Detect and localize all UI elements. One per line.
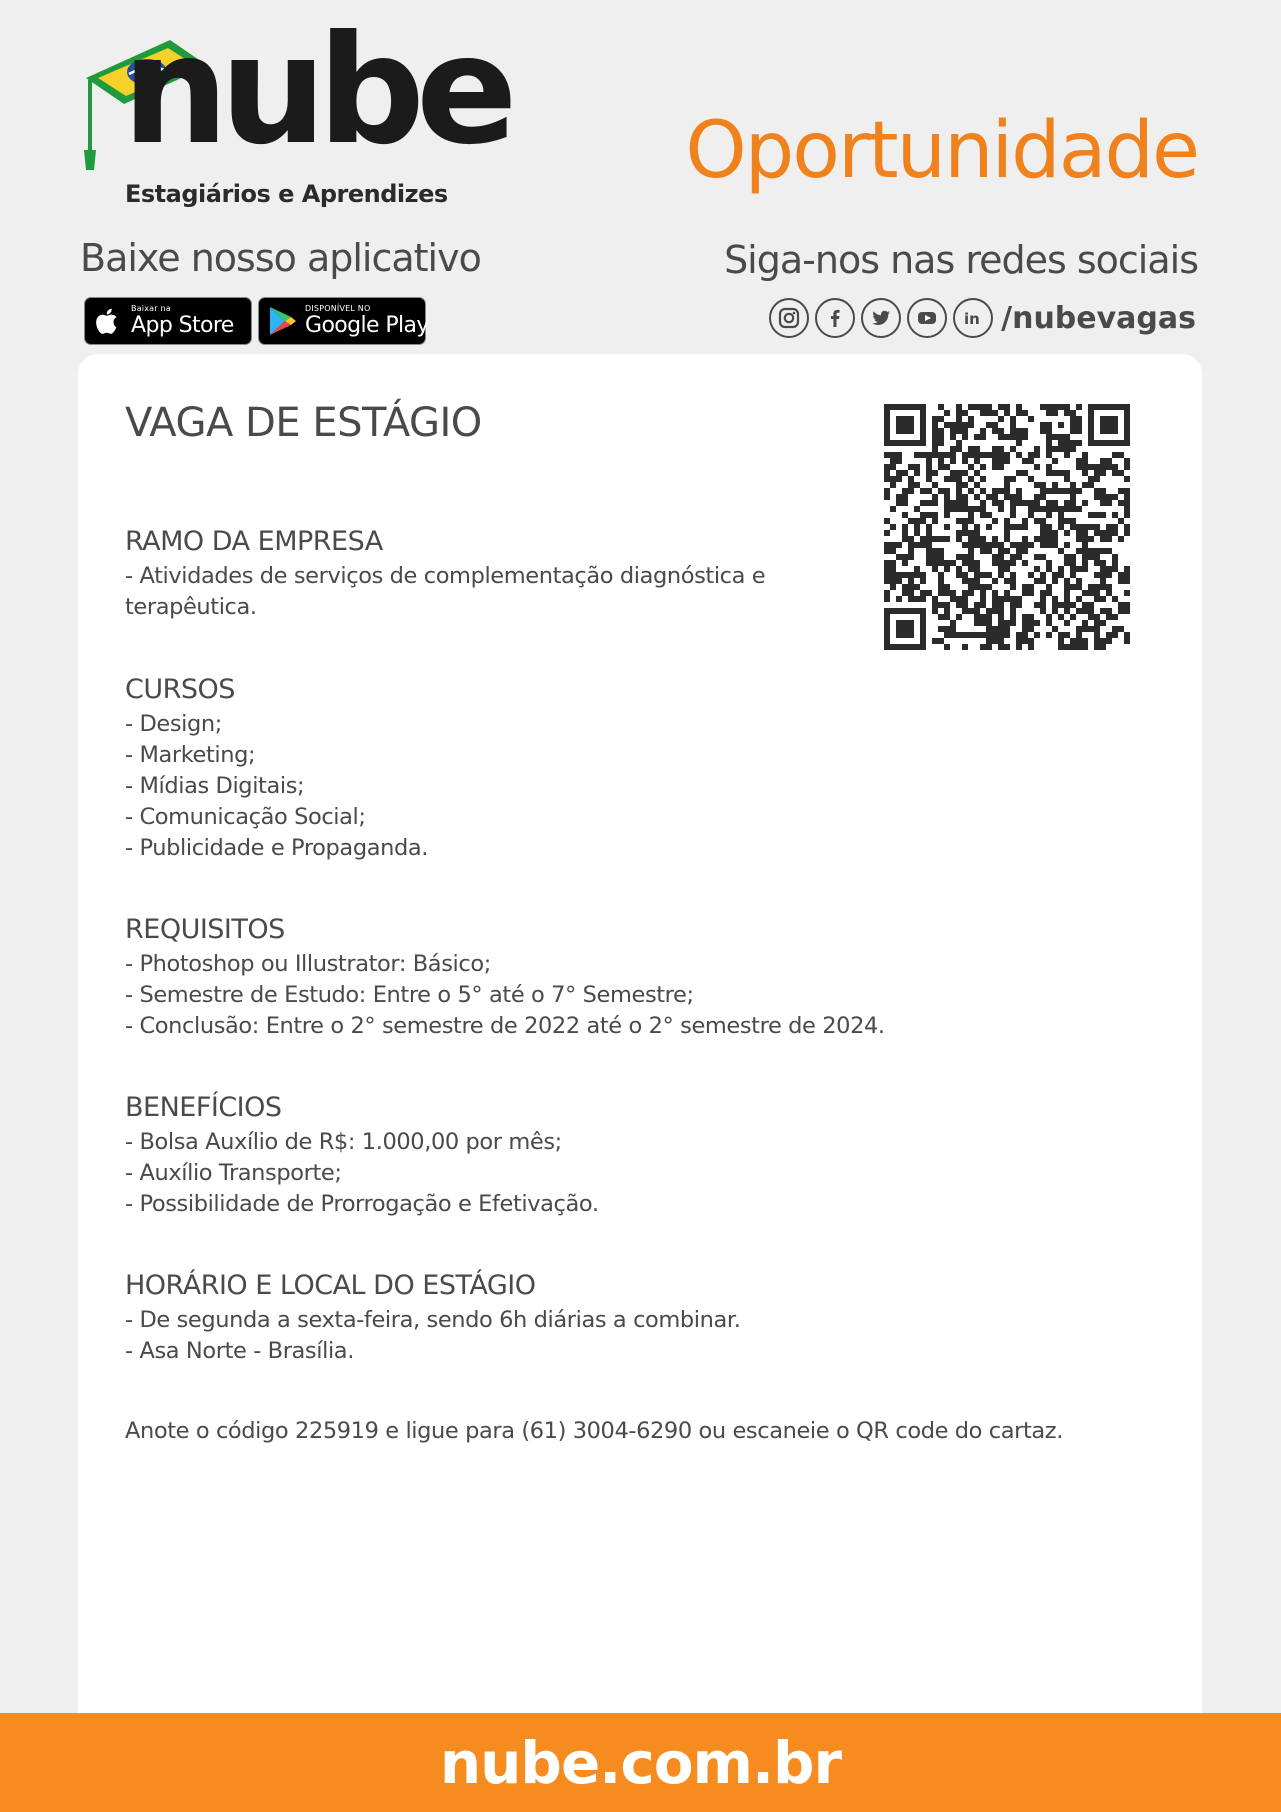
section-line: terapêutica.	[125, 594, 257, 620]
logo-tagline: Estagiários e Aprendizes	[125, 180, 448, 208]
section-line: - Marketing;	[125, 742, 256, 768]
section-line: - Semestre de Estudo: Entre o 5° até o 7° Semestre;	[125, 982, 694, 1008]
google-play-icon	[267, 305, 297, 337]
app-store-small-label: Baixar na	[131, 304, 171, 313]
job-title: VAGA DE ESTÁGIO	[125, 400, 482, 446]
section-line: - Possibilidade de Prorrogação e Efetivação.	[125, 1191, 599, 1217]
section-horario-local	[125, 1270, 740, 1367]
section-cursos	[125, 674, 428, 864]
instagram-icon[interactable]	[769, 298, 809, 338]
section-heading: RAMO DA EMPRESA	[125, 526, 383, 557]
section-heading: HORÁRIO E LOCAL DO ESTÁGIO	[125, 1270, 536, 1301]
google-play-badge[interactable]	[258, 297, 429, 345]
store-badges	[84, 297, 429, 345]
social-handle[interactable]: /nubevagas	[1001, 300, 1196, 336]
section-line: - Bolsa Auxílio de R$: 1.000,00 por mês;	[125, 1129, 562, 1155]
app-store-badge[interactable]	[84, 297, 252, 345]
job-card	[78, 354, 1202, 1714]
nube-logo	[80, 4, 509, 218]
youtube-icon[interactable]	[907, 298, 947, 338]
section-line: - Publicidade e Propaganda.	[125, 835, 428, 861]
section-line: - Mídias Digitais;	[125, 773, 305, 799]
twitter-icon[interactable]	[861, 298, 901, 338]
section-heading: CURSOS	[125, 674, 235, 705]
section-line: - Design;	[125, 711, 222, 737]
section-heading: REQUISITOS	[125, 914, 285, 945]
section-line: - De segunda a sexta-feira, sendo 6h diárias a combinar.	[125, 1307, 741, 1333]
google-play-small-label: DISPONÍVEL NO	[305, 304, 371, 313]
section-ramo	[125, 526, 765, 623]
facebook-icon[interactable]	[815, 298, 855, 338]
app-download-heading: Baixe nosso aplicativo	[80, 236, 481, 280]
footer-bar	[0, 1713, 1281, 1812]
headline: Oportunidade	[685, 106, 1198, 196]
contact-instructions: Anote o código 225919 e ligue para (61) 3004-6290 ou escaneie o QR code do cartaz.	[125, 1418, 1063, 1444]
section-requisitos	[125, 914, 885, 1042]
app-store-label: App Store	[131, 313, 234, 338]
linkedin-icon[interactable]	[953, 298, 993, 338]
section-heading: BENEFÍCIOS	[125, 1092, 282, 1123]
svg-text:in: in	[964, 310, 980, 328]
website-link[interactable]: nube.com.br	[439, 1728, 842, 1797]
qr-code-icon[interactable]	[884, 404, 1130, 650]
social-links	[769, 298, 1196, 338]
section-line: - Conclusão: Entre o 2° semestre de 2022 até o 2° semestre de 2024.	[125, 1013, 885, 1039]
google-play-label: Google Play	[305, 313, 429, 338]
section-line: - Photoshop ou Illustrator: Básico;	[125, 951, 491, 977]
apple-icon	[93, 305, 123, 337]
section-line: - Comunicação Social;	[125, 804, 366, 830]
section-beneficios	[125, 1092, 599, 1220]
social-heading: Siga-nos nas redes sociais	[724, 238, 1198, 282]
section-line: - Auxílio Transporte;	[125, 1160, 342, 1186]
section-line: - Asa Norte - Brasília.	[125, 1338, 354, 1364]
logo-wordmark: nube	[122, 4, 509, 178]
section-line: - Atividades de serviços de complementação diagnóstica e	[125, 563, 766, 589]
